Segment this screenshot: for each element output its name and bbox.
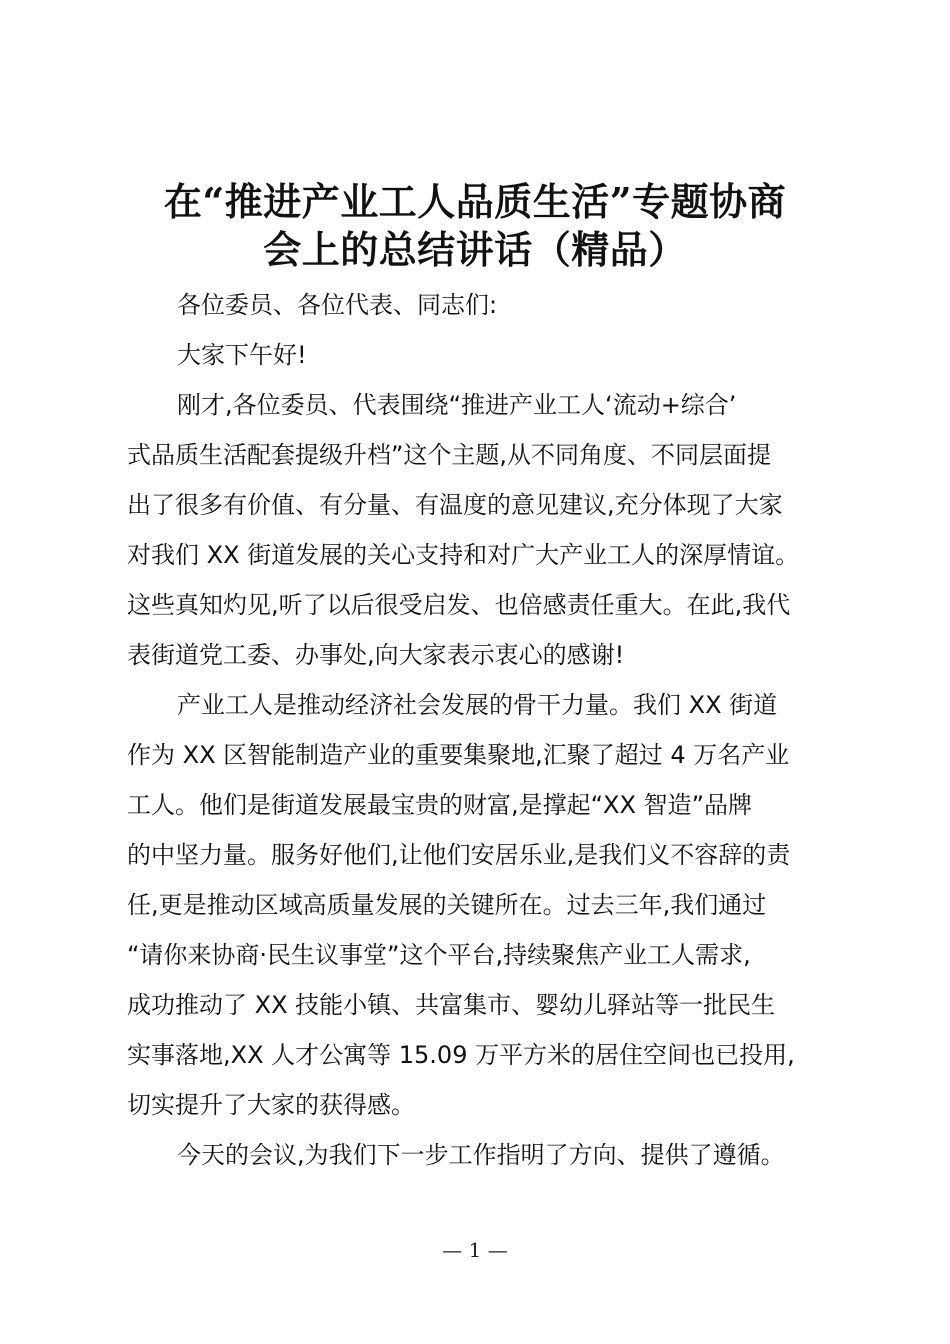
greeting: 大家下午好!	[177, 341, 307, 369]
title-line-2: 会上的总结讲话（精品）	[263, 227, 687, 272]
document-body	[127, 280, 833, 1180]
title-line-1: 在“推进产业工人品质生活”专题协商	[163, 179, 787, 224]
paragraph-2: 产业工人是推动经济社会发展的骨干力量。我们 XX 街道 作为 XX 区智能制造产业的重要集聚地,汇聚了超过 4 万名产业 工人。他们是街道发展最宝贵的财富,是撑起“XX 智造”品牌 的中坚力量。服务好他们,让他们安居乐业,是我们义不容辞的责 任,更是推动区域高质量发展的关键所在。过去三年,我们通过 “请你来协商·民生议事堂”这个平台,持续聚焦产业工人需求, 成功推动了 XX 技能小镇、共富集市、婴幼儿驿站等一批民生 实事落地,XX 人才公寓等 15.09 万平方米的居住空间也已投用, 切实提升了大家的获得感。	[127, 691, 795, 1119]
paragraph-3: 今天的会议,为我们下一步工作指明了方向、提供了遵循。	[177, 1141, 785, 1169]
page-number: — 1 —	[442, 1238, 508, 1262]
paragraph-1: 刚才,各位委员、代表围绕“推进产业工人‘流动+综合’ 式品质生活配套提级升档”这个主题,从不同角度、不同层面提 出了很多有价值、有分量、有温度的意见建议,充分体现了大家 对我们 XX 街道发展的关心支持和对广大产业工人的深厚情谊。 这些真知灼见,听了以后很受启发、也倍感责任重大。在此,我代 表街道党工委、办事处,向大家表示衷心的感谢!	[127, 391, 800, 669]
salutation: 各位委员、各位代表、同志们:	[177, 291, 498, 319]
document-title	[110, 178, 840, 274]
